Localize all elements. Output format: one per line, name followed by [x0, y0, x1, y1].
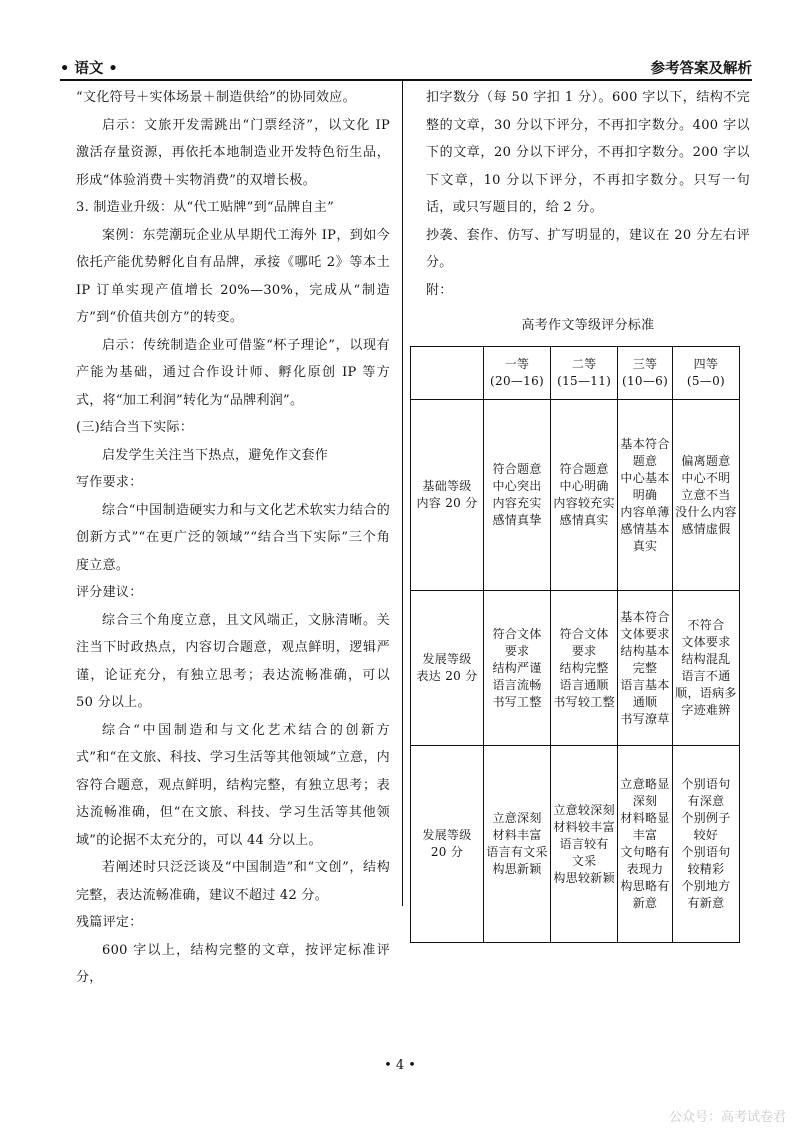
table-cell: 个别语句 有深意 个别例子 较好 个别语句 较精彩 个别地方 有新意: [672, 746, 739, 943]
row-label-expression: 发展等级 表达 20 分: [411, 591, 484, 746]
watermark: 公众号：高考试卷君: [668, 1110, 786, 1125]
paragraph: 抄袭、套作、仿写、扩写明显的，建议在 20 分左右评分。: [426, 227, 750, 270]
table-cell: 立意较深刻 材料较丰富 语言较有 文采 构思较新颖: [551, 746, 618, 943]
paragraph: 残篇评定：: [76, 915, 143, 930]
grading-table: [410, 346, 740, 943]
grade-header-1: 一等 (20—16): [484, 347, 551, 400]
table-cell: 立意深刻 材料丰富 语言有文采 构思新颖: [484, 746, 551, 943]
table-title: 高考作文等级评分标准: [521, 318, 655, 333]
paragraph: “文化符号＋实体场景＋制造供给”的协同效应。: [76, 90, 356, 105]
paragraph: 启示：传统制造企业可借鉴“杯子理论”，以现有产能为基础，通过合作设计师、孵化原创 IP 等方式，将“加工利润”转化为“品牌利润”。: [76, 337, 390, 408]
paragraph: 启发学生关注当下热点，避免作文套作: [102, 447, 329, 463]
paragraph: 综合“中国制造和与文化艺术结合的创新方式”和“在文旅、科技、学习生活等其他领域”立意，内容符合题意，观点鲜明，结构完整，有独立思考；表达流畅准确，但“在文旅、科技、学习生活等其他领域”的论据不太充分的，可以 44 分以上。: [76, 722, 390, 848]
grade-header-2: 二等 (15—11): [551, 347, 618, 400]
subject-label: • 语文 •: [60, 61, 118, 77]
page-header: [60, 56, 752, 78]
right-column: [416, 84, 750, 943]
table-cell: 符合文体 要求 结构完整 语言通顺 书写较工整: [551, 591, 618, 746]
left-column: [76, 84, 390, 992]
table-row: [411, 400, 740, 591]
table-cell: 偏离题意 中心不明 立意不当 没什么内容 感情虚假: [672, 400, 739, 591]
paragraph: 综合“中国制造硬实力和与文化艺术软实力结合的创新方式”“在更广泛的领域”“结合当下实际”三个角度立意。: [76, 502, 390, 573]
table-cell: 符合文体 要求 结构严谨 语言流畅 书写工整: [484, 591, 551, 746]
table-cell: 基本符合 题意 中心基本 明确 内容单薄 感情基本 真实: [618, 400, 673, 591]
table-cell: 立意略显 深刻 材料略显 丰富 文句略有 表现力 构思略有 新意: [618, 746, 673, 943]
paragraph: 启示：文旅开发需跳出“门票经济”，以文化 IP 激活存量资源，再依托本地制造业开发特色衍生品，形成“体验消费＋实物消费”的双增长极。: [76, 117, 390, 188]
section-title: 参考答案及解析: [650, 61, 752, 77]
page-number: • 4 •: [384, 1058, 416, 1073]
table-cell: 符合题意 中心突出 内容充实 感情真挚: [484, 400, 551, 591]
paragraph: 扣字数分（每 50 字扣 1 分）。600 字以下，结构不完整的文章，30 分以下评分，不再扣字数分。400 字以下的文章，20 分以下评分，不再扣字数分。200 字以下文章，10 分以下评分，不再扣字数分。只写一句话，或只写题目的，给 2 分。: [426, 90, 750, 215]
table-row: [411, 591, 740, 746]
paragraph: 若阐述时只泛泛谈及“中国制造”和“文创”，结构完整，表达流畅准确，建议不超过 42 分。: [76, 860, 390, 903]
paragraph: 评分建议：: [76, 585, 143, 600]
table-header-row: [411, 347, 740, 400]
grade-header-3: 三等 (10—6): [618, 347, 673, 400]
paragraph: 附：: [426, 282, 453, 298]
table-cell: 基本符合 文体要求 结构基本 完整 语言基本 通顺 书写潦草: [618, 591, 673, 746]
paragraph: 写作要求：: [76, 475, 143, 490]
row-label-content: 基础等级 内容 20 分: [411, 400, 484, 591]
column-divider: [402, 81, 403, 906]
paragraph: 3. 制造业升级：从“代工贴牌”到“品牌自主”: [76, 200, 335, 215]
table-cell: 符合题意 中心明确 内容较充实 感情真实: [551, 400, 618, 591]
paragraph: 案例：东莞潮玩企业从早期代工海外 IP，到如今依托产能优势孵化自有品牌，承接《哪吒 2》等本土 IP 订单实现产值增长 20%—30%，完成从“制造方”到“价值共创方”的转变。: [76, 227, 390, 325]
row-label-development: 发展等级 20 分: [411, 746, 484, 943]
table-corner-cell: [411, 347, 484, 400]
grade-header-4: 四等 (5—0): [672, 347, 739, 400]
table-row: [411, 746, 740, 943]
paragraph: (三)结合当下实际：: [76, 420, 194, 435]
header-rule: [60, 79, 752, 81]
paragraph: 600 字以上，结构完整的文章，按评定标准评分，: [76, 942, 390, 985]
paragraph: 综合三个角度立意，且文风端正，文脉清晰。关注当下时政热点，内容切合题意，观点鲜明，逻辑严谨，论证充分，有独立思考；表达流畅准确，可以 50 分以上。: [76, 612, 390, 710]
table-cell: 不符合 文体要求 结构混乱 语言不通 顺，语病多 字迹难辨: [672, 591, 739, 746]
